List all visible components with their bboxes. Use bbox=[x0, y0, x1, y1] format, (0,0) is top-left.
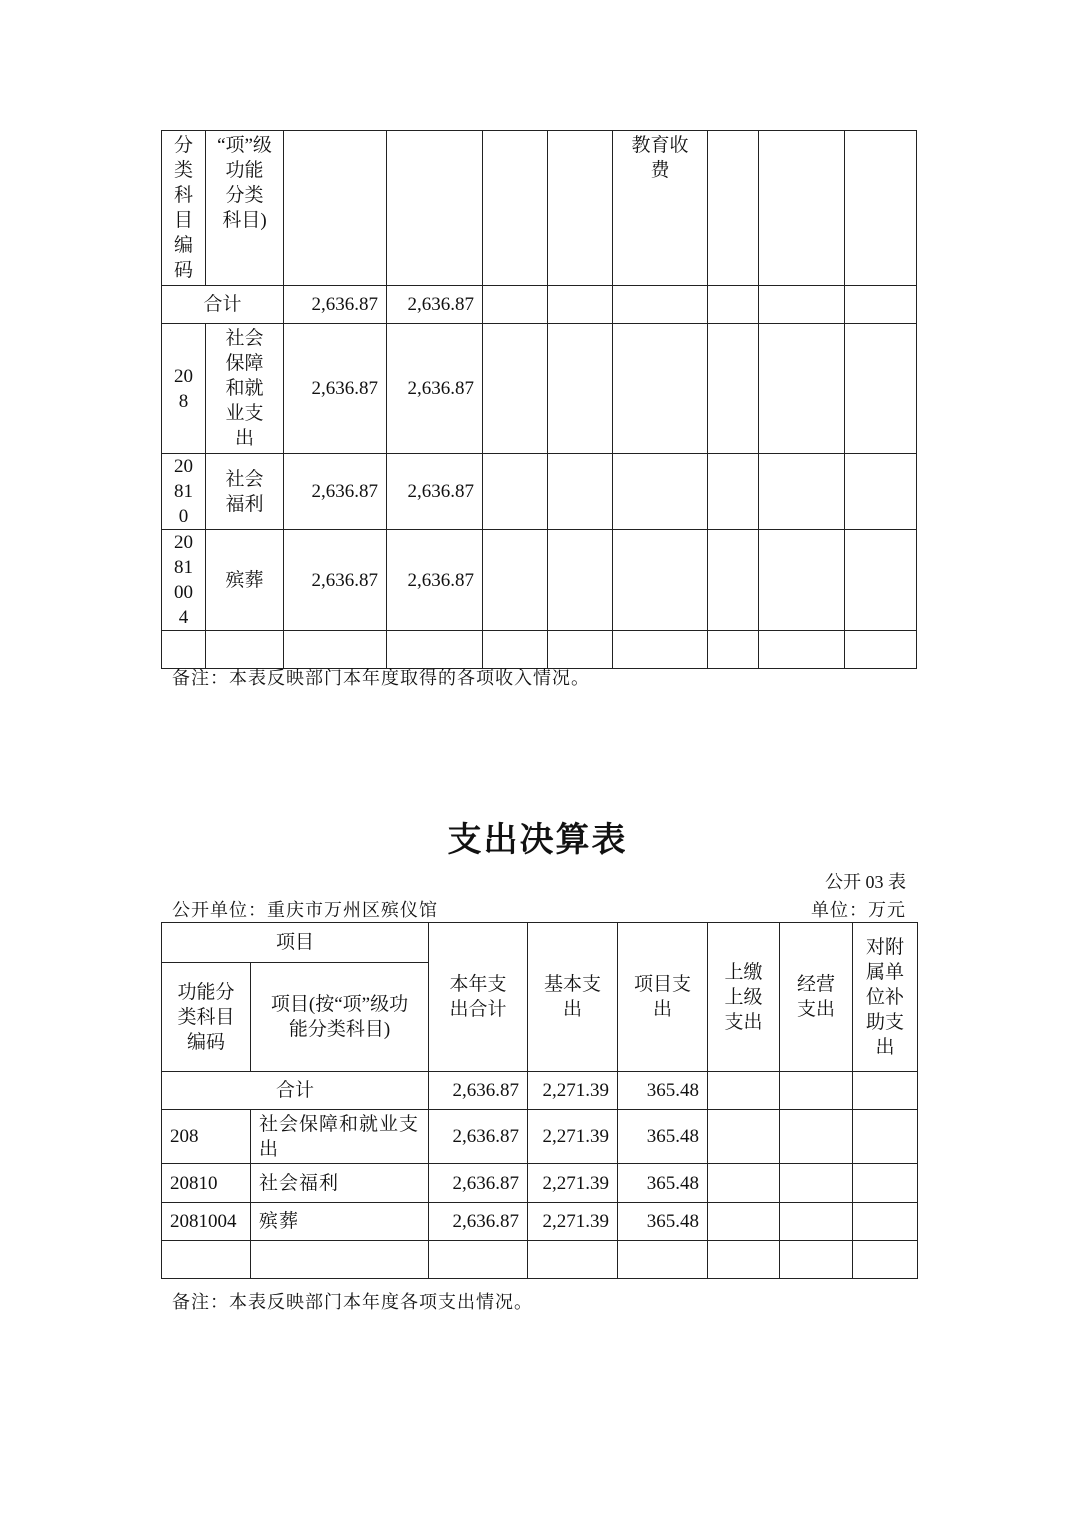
cell-line: 本年支 bbox=[449, 974, 507, 995]
header-name bbox=[251, 963, 429, 1072]
total-label: 合计 bbox=[162, 286, 284, 324]
cell-line: 20 bbox=[174, 532, 193, 553]
cell-line: 上级 bbox=[724, 986, 763, 1008]
row-basic: 2,271.39 bbox=[528, 1110, 618, 1164]
cell-line: 支出 bbox=[724, 1011, 763, 1033]
cell-line: 81 bbox=[174, 557, 193, 578]
row-code: 208 bbox=[162, 1110, 251, 1164]
header-line: 编 bbox=[173, 235, 193, 256]
row-name bbox=[251, 1110, 429, 1164]
cell-line: 出 bbox=[875, 1036, 895, 1058]
header-line: 目 bbox=[173, 210, 193, 231]
header-empty-cell bbox=[708, 131, 759, 286]
row-basic: 2,271.39 bbox=[528, 1164, 618, 1203]
cell-line: 0 bbox=[178, 506, 189, 527]
row-code: 2081004 bbox=[162, 1203, 251, 1241]
cell-line: 保障 bbox=[225, 353, 264, 374]
cell-line: 编码 bbox=[186, 1031, 225, 1053]
table-row-empty bbox=[162, 1241, 918, 1279]
row-name bbox=[206, 324, 284, 454]
row-value-2: 2,636.87 bbox=[387, 530, 483, 631]
row-code bbox=[162, 530, 206, 631]
header-code bbox=[162, 963, 251, 1072]
cell-line: 出合计 bbox=[449, 999, 507, 1020]
header-education-fee-cell bbox=[613, 131, 708, 286]
table1-header-row bbox=[162, 131, 917, 286]
row-value-2: 2,636.87 bbox=[387, 324, 483, 454]
table-row bbox=[162, 530, 917, 631]
cell-line: 4 bbox=[178, 607, 189, 628]
table-row bbox=[162, 1110, 918, 1164]
cell-line: 业支 bbox=[225, 403, 264, 424]
total-project: 365.48 bbox=[618, 1072, 708, 1110]
row-basic: 2,271.39 bbox=[528, 1203, 618, 1241]
header-business bbox=[780, 923, 853, 1072]
cell-line: 和就 bbox=[225, 378, 264, 399]
header-item: 项目 bbox=[162, 923, 429, 963]
row-code: 20810 bbox=[162, 1164, 251, 1203]
table-row-empty bbox=[162, 631, 917, 669]
cell-line: 福利 bbox=[225, 493, 264, 515]
header-project bbox=[618, 923, 708, 1072]
header-category-code-cell bbox=[162, 131, 206, 286]
cell-line: 基本支 bbox=[544, 974, 602, 995]
cell-line: 助支 bbox=[866, 1011, 905, 1033]
header-empty-cell bbox=[284, 131, 387, 286]
table2-header-row-1 bbox=[162, 923, 918, 963]
cell-line: 殡葬 bbox=[225, 569, 264, 591]
row-name bbox=[251, 1164, 429, 1203]
row-value-1: 2,636.87 bbox=[284, 324, 387, 454]
cell-line: 出 bbox=[259, 1138, 280, 1160]
expenditure-table bbox=[161, 922, 918, 1279]
cell-line: 00 bbox=[174, 582, 193, 603]
cell-line: 属单 bbox=[866, 961, 905, 983]
header-category-code-text bbox=[162, 133, 205, 283]
cell-line: 社会保障和就业支 bbox=[259, 1113, 420, 1135]
cell-line: 经营 bbox=[797, 974, 836, 995]
total-sum: 2,636.87 bbox=[429, 1072, 528, 1110]
cell-line: 社会福利 bbox=[259, 1172, 340, 1194]
header-upper bbox=[708, 923, 780, 1072]
form-number: 公开 03 表 bbox=[825, 872, 906, 892]
income-table-continued bbox=[161, 130, 917, 669]
row-value-1: 2,636.87 bbox=[284, 454, 387, 530]
header-empty-cell bbox=[483, 131, 548, 286]
header-line: 功能 bbox=[225, 160, 264, 181]
currency-unit: 单位：万元 bbox=[811, 900, 906, 920]
header-line: “项”级 bbox=[217, 135, 272, 156]
cell-line: 社会 bbox=[225, 328, 264, 349]
cell-line: 出 bbox=[234, 428, 254, 449]
row-total: 2,636.87 bbox=[429, 1164, 528, 1203]
row-value-1: 2,636.87 bbox=[284, 530, 387, 631]
header-line: 费 bbox=[650, 160, 670, 181]
cell-line: 8 bbox=[178, 390, 189, 412]
table-row bbox=[162, 1164, 918, 1203]
table-row bbox=[162, 324, 917, 454]
cell-line: 殡葬 bbox=[259, 1211, 300, 1232]
cell-line: 81 bbox=[174, 481, 193, 502]
expenditure-note: 备注：本表反映部门本年度各项支出情况。 bbox=[172, 1292, 533, 1312]
header-empty-cell bbox=[759, 131, 845, 286]
header-line: 科 bbox=[173, 185, 193, 206]
cell-line: 上缴 bbox=[724, 961, 763, 983]
header-line: 科目) bbox=[222, 210, 267, 231]
row-project: 365.48 bbox=[618, 1110, 708, 1164]
row-project: 365.48 bbox=[618, 1203, 708, 1241]
cell-line: 对附 bbox=[866, 936, 905, 958]
total-basic: 2,271.39 bbox=[528, 1072, 618, 1110]
header-line: 分类 bbox=[225, 185, 264, 206]
row-total: 2,636.87 bbox=[429, 1110, 528, 1164]
row-total: 2,636.87 bbox=[429, 1203, 528, 1241]
cell-line: 支出 bbox=[797, 999, 836, 1020]
cell-line: 功能分 bbox=[177, 981, 235, 1003]
header-line: 分 bbox=[173, 135, 193, 156]
header-empty-cell bbox=[548, 131, 613, 286]
row-name bbox=[206, 530, 284, 631]
row-name bbox=[206, 454, 284, 530]
page-title: 支出决算表 bbox=[447, 822, 628, 859]
total-value-1: 2,636.87 bbox=[284, 286, 387, 324]
total-label: 合计 bbox=[162, 1072, 429, 1110]
cell-line: 位补 bbox=[866, 986, 905, 1008]
header-line: 类 bbox=[173, 160, 193, 181]
header-subsidy bbox=[853, 923, 918, 1072]
header-line: 码 bbox=[173, 260, 193, 281]
header-basic bbox=[528, 923, 618, 1072]
cell-line: 项目(按“项”级功 bbox=[270, 994, 409, 1015]
table-row bbox=[162, 1203, 918, 1241]
row-name bbox=[251, 1203, 429, 1241]
cell-line: 项目支 bbox=[634, 974, 692, 995]
cell-line: 出 bbox=[653, 999, 673, 1020]
cell-line: 出 bbox=[563, 999, 583, 1020]
table-row bbox=[162, 454, 917, 530]
header-empty-cell bbox=[387, 131, 483, 286]
cell-line: 20 bbox=[174, 456, 193, 477]
cell-line: 类科目 bbox=[177, 1006, 235, 1028]
publisher-unit: 公开单位：重庆市万州区殡仪馆 bbox=[172, 900, 438, 920]
row-code bbox=[162, 454, 206, 530]
cell-line: 20 bbox=[174, 365, 193, 387]
row-project: 365.48 bbox=[618, 1164, 708, 1203]
header-line: 教育收 bbox=[631, 135, 689, 156]
row-code bbox=[162, 324, 206, 454]
header-empty-cell bbox=[845, 131, 917, 286]
cell-line: 社会 bbox=[225, 468, 264, 490]
header-education-fee-text bbox=[613, 133, 707, 183]
table2-total-row bbox=[162, 1072, 918, 1110]
row-value-2: 2,636.87 bbox=[387, 454, 483, 530]
cell-line: 能分类科目) bbox=[288, 1019, 391, 1040]
total-value-2: 2,636.87 bbox=[387, 286, 483, 324]
table1-total-row bbox=[162, 286, 917, 324]
header-function-category-cell bbox=[206, 131, 284, 286]
header-function-category-text bbox=[206, 133, 283, 233]
header-total bbox=[429, 923, 528, 1072]
income-note: 备注：本表反映部门本年度取得的各项收入情况。 bbox=[172, 668, 590, 688]
